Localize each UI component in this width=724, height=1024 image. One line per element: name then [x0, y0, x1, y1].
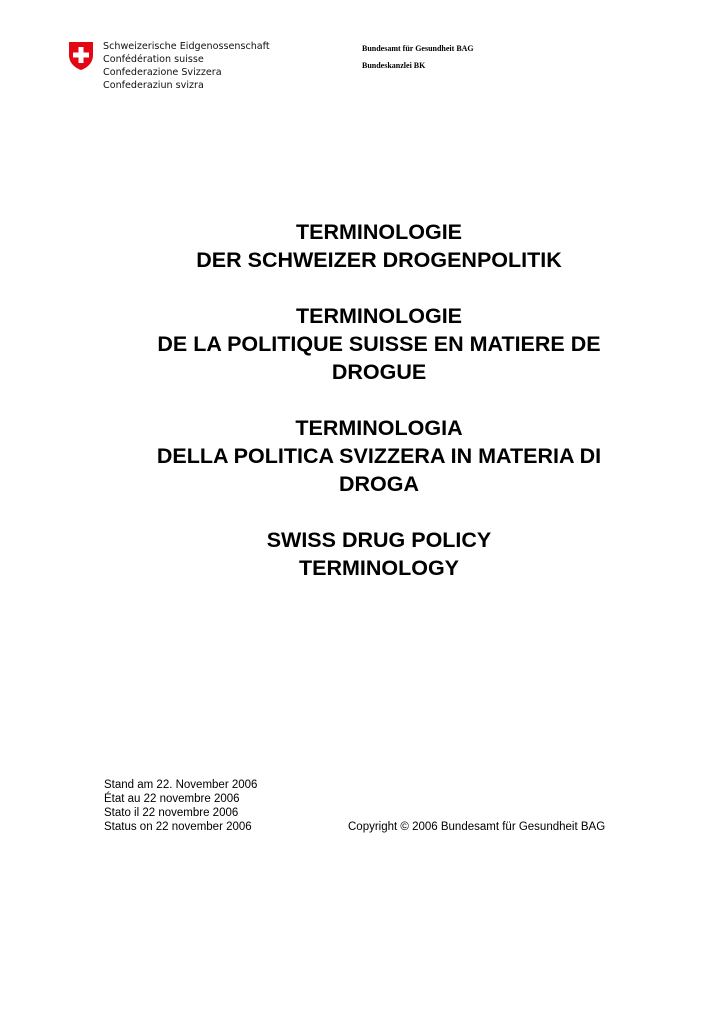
confederation-name-de: Schweizerische Eidgenossenschaft [103, 41, 270, 52]
confederation-name-fr: Confédération suisse [103, 54, 204, 65]
title-line: DE LA POLITIQUE SUISSE EN MATIERE DE [157, 332, 601, 356]
confederation-name-rm: Confederaziun svizra [103, 80, 204, 91]
office-bag: Bundesamt für Gesundheit BAG [362, 44, 474, 53]
status-line-fr: État au 22 novembre 2006 [104, 793, 240, 805]
title-line: TERMINOLOGIE [295, 220, 463, 244]
title-english [0, 526, 724, 582]
swiss-confederation-logo [68, 40, 270, 96]
title-line: DROGUE [331, 360, 427, 384]
title-italian [0, 414, 724, 498]
title-line: TERMINOLOGIA [295, 416, 463, 440]
confederation-name-it: Confederazione Svizzera [103, 67, 222, 78]
title-line: DROGA [338, 472, 420, 496]
status-dates [104, 778, 257, 834]
status-line-de: Stand am 22. November 2006 [104, 779, 258, 791]
swiss-cross-shield-icon [68, 41, 94, 71]
copyright-notice: Copyright © 2006 Bundesamt für Gesundheit BAG [348, 821, 606, 833]
document-titles [0, 218, 724, 610]
title-line: TERMINOLOGIE [295, 304, 463, 328]
title-german [0, 218, 724, 274]
title-line: SWISS DRUG POLICY [266, 528, 492, 552]
status-line-en: Status on 22 november 2006 [104, 821, 252, 833]
confederation-names [103, 40, 270, 92]
title-line: DER SCHWEIZER DROGENPOLITIK [196, 248, 562, 272]
title-french [0, 302, 724, 386]
title-line: DELLA POLITICA SVIZZERA IN MATERIA DI [156, 444, 602, 468]
office-bk: Bundeskanzlei BK [362, 61, 426, 70]
status-line-it: Stato il 22 novembre 2006 [104, 807, 239, 819]
title-line: TERMINOLOGY [298, 556, 460, 580]
